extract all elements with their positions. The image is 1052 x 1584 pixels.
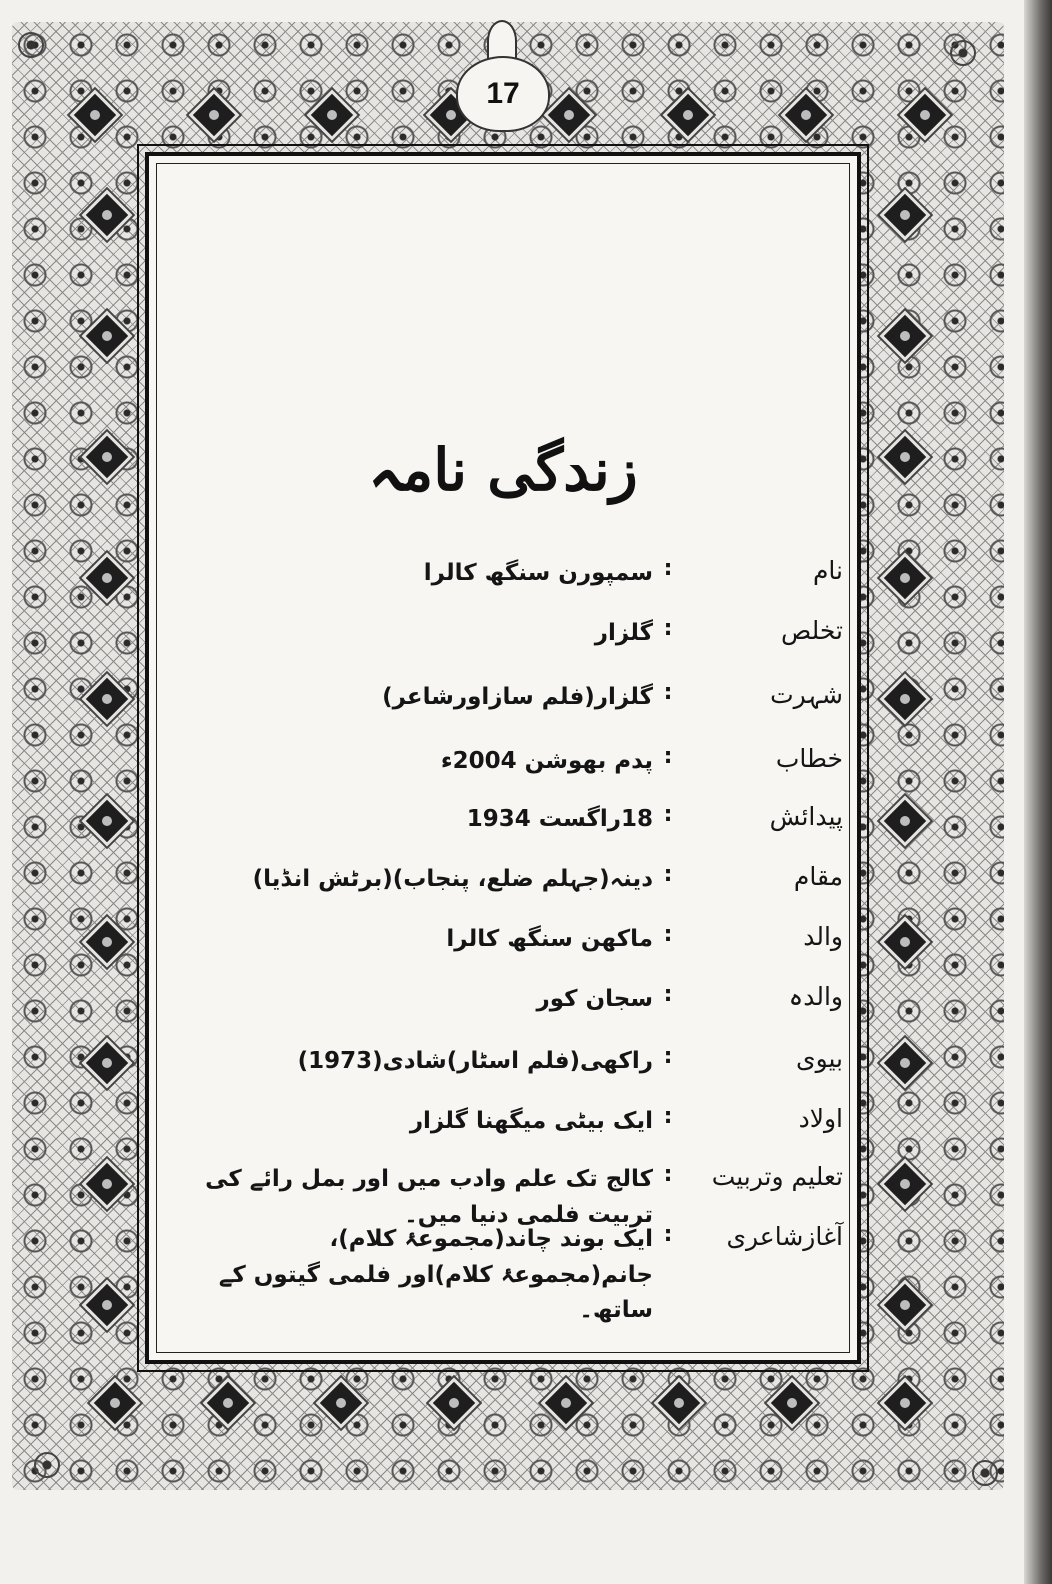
right-ornament-column (890, 200, 926, 1320)
corner-ornament-icon (972, 1460, 998, 1486)
biography-label: خطاب (775, 744, 843, 773)
biography-label: تخلص (781, 616, 843, 645)
biography-label: والدہ (788, 982, 843, 1011)
biography-value: سمپورن سنگھ کالرا (423, 560, 653, 586)
biography-row (149, 802, 857, 838)
biography-row (149, 982, 857, 1018)
biography-row (149, 680, 857, 716)
separator-colon: : (663, 680, 673, 705)
biography-value: کالج تک علم وادب میں اور بمل رائے کی تربیت فلمی دنیا میں۔ (205, 1166, 653, 1228)
left-ornament-column (92, 200, 128, 1320)
biography-row (149, 1044, 857, 1080)
biography-label: نام (812, 556, 843, 585)
biography-value: پدم بھوشن 2004ء (440, 748, 653, 774)
biography-value: ایک بوند چاند(مجموعۂ کلام)، جانم(مجموعۂ کلام)اور فلمی گیتوں کے ساتھ۔ (218, 1226, 653, 1324)
separator-colon: : (663, 922, 673, 947)
biography-value: دینہ(جہلم ضلع، پنجاب)(برٹش انڈیا) (252, 866, 653, 892)
separator-colon: : (663, 616, 673, 641)
biography-value: گلزار (594, 620, 653, 646)
separator-colon: : (663, 744, 673, 769)
corner-ornament-icon (950, 40, 976, 66)
bottom-ornament-row (100, 1388, 920, 1418)
separator-colon: : (663, 1162, 673, 1187)
biography-value: 18راگست 1934 (466, 806, 653, 832)
biography-row (149, 616, 857, 652)
separator-colon: : (663, 1104, 673, 1129)
biography-label: آغازشاعری (726, 1222, 843, 1251)
page-title: زندگی نامہ (368, 436, 638, 504)
separator-colon: : (663, 862, 673, 887)
biography-value: ماکھن سنگھ کالرا (446, 926, 653, 952)
biography-label: پیدائش (769, 802, 843, 831)
biography-value: گلزار(فلم سازاورشاعر) (382, 684, 653, 710)
biography-label: شہرت (770, 680, 843, 709)
page-number: 17 (486, 77, 520, 110)
biography-label: بیوی (796, 1044, 843, 1073)
separator-colon: : (663, 1222, 673, 1247)
biography-row (149, 922, 857, 958)
corner-ornament-icon (34, 1452, 60, 1478)
separator-colon: : (663, 802, 673, 827)
biography-row (149, 1104, 857, 1140)
biography-value: سجان کور (536, 986, 653, 1012)
page-number-cartouche (456, 56, 550, 132)
biography-label: والد (803, 922, 843, 951)
separator-colon: : (663, 1044, 673, 1069)
biography-label: تعلیم وتربیت (711, 1162, 843, 1191)
biography-row (149, 556, 857, 592)
content-frame (145, 152, 861, 1364)
biography-value: ایک بیٹی میگھنا گلزار (409, 1108, 653, 1134)
biography-value: راکھی(فلم اسٹار)شادی(1973) (297, 1048, 653, 1074)
biography-label: اولاد (798, 1104, 843, 1133)
biography-label: مقام (793, 862, 843, 891)
biography-row (149, 744, 857, 780)
biography-row (149, 862, 857, 898)
biography-row (149, 1222, 857, 1329)
separator-colon: : (663, 982, 673, 1007)
corner-ornament-icon (18, 32, 44, 58)
separator-colon: : (663, 556, 673, 581)
page-gutter-shadow (1024, 0, 1052, 1584)
